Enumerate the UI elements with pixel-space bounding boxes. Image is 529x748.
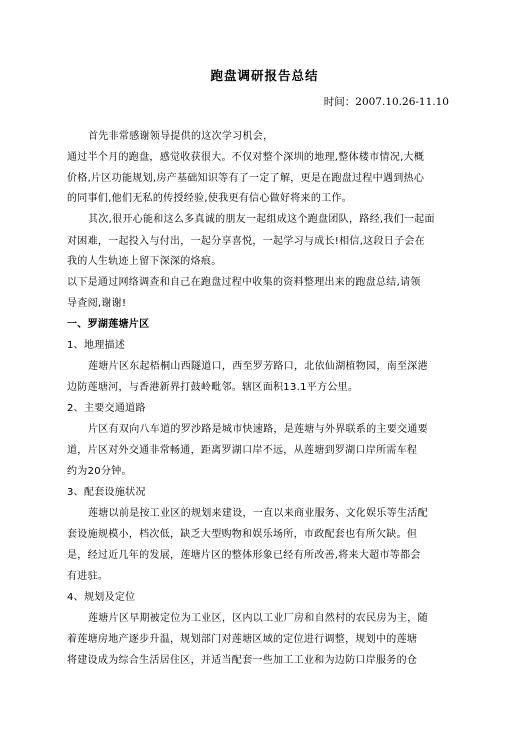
paragraph-line: 其次,很开心能和这么多真诚的朋友一起组成这个跑盘团队，路经,我们一起面: [88, 214, 435, 225]
paragraph-line: 通过半个月的跑盘，感觉收获很大。不仅对整个深圳的地理,整体楼市情况,大概: [67, 152, 425, 163]
paragraph-line: 有进驻。: [67, 571, 109, 582]
paragraph-line: 片区有双向八车道的罗沙路是城市快速路，是莲塘与外界联系的主要交通要: [88, 424, 428, 435]
paragraph-line: 以下是通过网络调查和自己在跑盘过程中收集的资料整理出来的跑盘总结,请领: [67, 277, 421, 288]
paragraph-line: 的同事们,他们无私的传授经验,使我更有信心做好将来的工作。: [67, 193, 353, 204]
paragraph-line: 莲塘片区早期被定位为工业区，区内以工业厂房和自然村的农民房为主，随: [88, 613, 428, 624]
paragraph-line: 莲塘片区东起梧桐山西隧道口，西至罗芳路口，北依仙湖植物园，南至深港: [88, 361, 428, 372]
paragraph-line: 导查阅,谢谢!: [67, 298, 127, 309]
paragraph-line: 莲塘以前是按工业区的规划来建设，一直以来商业服务、文化娱乐等生活配: [88, 508, 428, 519]
paragraph-line: 对困难，一起投入与付出，一起分享喜悦，一起学习与成长!相信,这段日子会在: [67, 236, 425, 247]
paragraph-line: 我的人生轨迹上留下深深的烙痕。: [67, 256, 222, 267]
paragraph-line: 价格,片区功能规划,房产基础知识等有了一定了解，更是在跑盘过程中遇到热心: [67, 173, 425, 184]
paragraph-line: 首先非常感谢领导提供的这次学习机会，: [88, 131, 274, 142]
document-date: 时间：2007.10.26-11.10: [323, 96, 449, 108]
subsection-heading: 2、主要交通道路: [67, 403, 146, 414]
paragraph-line: 是，经过近几年的发展，莲塘片区的整体形象已经有所改善,将来大超市等都会: [67, 550, 421, 561]
paragraph-line: 将建设成为综合生活居住区，并适当配套一些加工工业和为边防口岸服务的仓: [67, 655, 418, 666]
paragraph-line: 约为20分钟。: [67, 466, 132, 477]
paragraph-line: 套设施规模小，档次低，缺乏大型购物和娱乐场所，市政配套也有所欠缺。但: [67, 529, 418, 540]
paragraph-line: 着莲塘房地产逐步升温，规划部门对莲塘区域的定位进行调整，规划中的莲塘: [67, 634, 418, 645]
document-title: 跑盘调研报告总结: [210, 68, 319, 83]
section-heading: 一、罗湖莲塘片区: [67, 319, 150, 330]
subsection-heading: 1、地理描述: [67, 340, 126, 351]
subsection-heading: 4、规划及定位: [67, 592, 136, 603]
paragraph-line: 边防莲塘河，与香港新界打鼓岭毗邻。辖区面积13.1平方公里。: [67, 382, 359, 393]
subsection-heading: 3、配套设施状况: [67, 487, 146, 498]
paragraph-line: 道，片区对外交通非常畅通，距离罗湖口岸不远，从莲塘到罗湖口岸所需车程: [67, 445, 418, 456]
